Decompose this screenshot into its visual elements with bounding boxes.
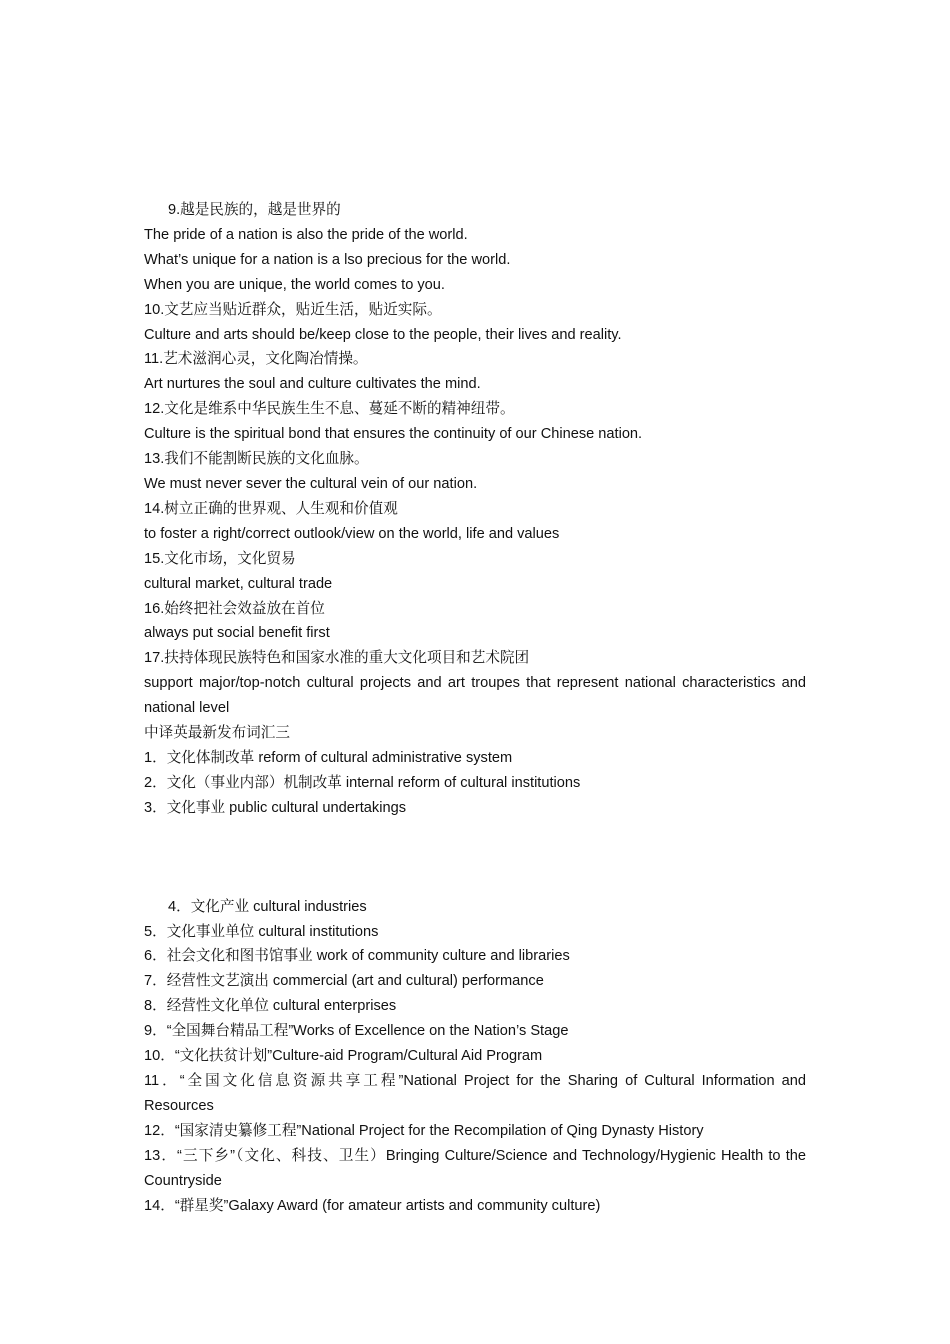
- section-heading: 中译英最新发布词汇三: [144, 725, 290, 742]
- vocab-item-6: 6．社会文化和图书馆事业 work of community culture and libraries: [144, 948, 570, 965]
- item-16-chinese: 16.始终把社会效益放在首位: [144, 600, 325, 617]
- page-gap: [144, 821, 806, 895]
- vocab-item-4: 4．文化产业 cultural industries: [168, 898, 367, 915]
- item-15-chinese: 15.文化市场，文化贸易: [144, 550, 296, 567]
- item-13-chinese: 13.我们不能割断民族的文化血脉。: [144, 451, 369, 468]
- item-14-chinese: 14.树立正确的世界观、人生观和价值观: [144, 500, 398, 517]
- vocab-item-13: 13．“三下乡”（文化、科技、卫生）Bringing Culture/Science and Technology/Hygienic Health to the Countryside: [144, 1147, 806, 1189]
- vocab-item-11: 11．“全国文化信息资源共享工程”National Project for the Sharing of Cultural Information and Resources: [144, 1073, 806, 1114]
- vocab-item-3: 3．文化事业 public cultural undertakings: [144, 799, 406, 816]
- item-9-chinese: 9.越是民族的，越是世界的: [168, 202, 341, 218]
- item-12-translation: Culture is the spiritual bond that ensures the continuity of our Chinese nation.: [144, 426, 643, 443]
- vocab-item-10: 10．“文化扶贫计划”Culture-aid Program/Cultural Aid Program: [144, 1048, 543, 1065]
- item-14-translation: to foster a right/correct outlook/view on the world, life and values: [144, 525, 560, 542]
- vocab-item-14: 14．“群星奖”Galaxy Award (for amateur artists and community culture): [144, 1197, 601, 1214]
- item-9-translation-3: When you are unique, the world comes to you.: [144, 276, 445, 293]
- item-11-translation: Art nurtures the soul and culture cultivates the mind.: [144, 376, 481, 393]
- item-9-translation-1: The pride of a nation is also the pride of the world.: [144, 226, 468, 243]
- item-9-translation-2: What’s unique for a nation is a lso precious for the world.: [144, 251, 511, 268]
- item-15-translation: cultural market, cultural trade: [144, 575, 333, 592]
- item-12-chinese: 12.文化是维系中华民族生生不息、蔓延不断的精神纽带。: [144, 401, 515, 418]
- vocab-item-9: 9．“全国舞台精品工程”Works of Excellence on the Nation’s Stage: [144, 1023, 569, 1040]
- item-11-chinese: 11.艺术滋润心灵，文化陶冶情操。: [144, 351, 368, 368]
- item-17-translation: support major/top-notch cultural projects and art troupes that represent national characteristics and national level: [144, 675, 806, 717]
- item-10-translation: Culture and arts should be/keep close to the people, their lives and reality.: [144, 326, 622, 343]
- vocab-item-5: 5．文化事业单位 cultural institutions: [144, 923, 379, 940]
- item-16-translation: always put social benefit first: [144, 625, 330, 642]
- vocab-item-12: 12．“国家清史纂修工程”National Project for the Recompilation of Qing Dynasty History: [144, 1122, 704, 1139]
- vocab-item-1: 1．文化体制改革 reform of cultural administrative system: [144, 749, 513, 766]
- item-13-translation: We must never sever the cultural vein of our nation.: [144, 475, 478, 492]
- item-10-chinese: 10.文艺应当贴近群众，贴近生活，贴近实际。: [144, 301, 442, 318]
- vocab-item-7: 7．经营性文艺演出 commercial (art and cultural) performance: [144, 973, 544, 990]
- item-17-chinese: 17.扶持体现民族特色和国家水准的重大文化项目和艺术院团: [144, 650, 530, 667]
- vocab-item-2: 2．文化（事业内部）机制改革 internal reform of cultural institutions: [144, 774, 581, 791]
- vocab-item-8: 8．经营性文化单位 cultural enterprises: [144, 998, 397, 1015]
- document-body: [144, 198, 806, 1218]
